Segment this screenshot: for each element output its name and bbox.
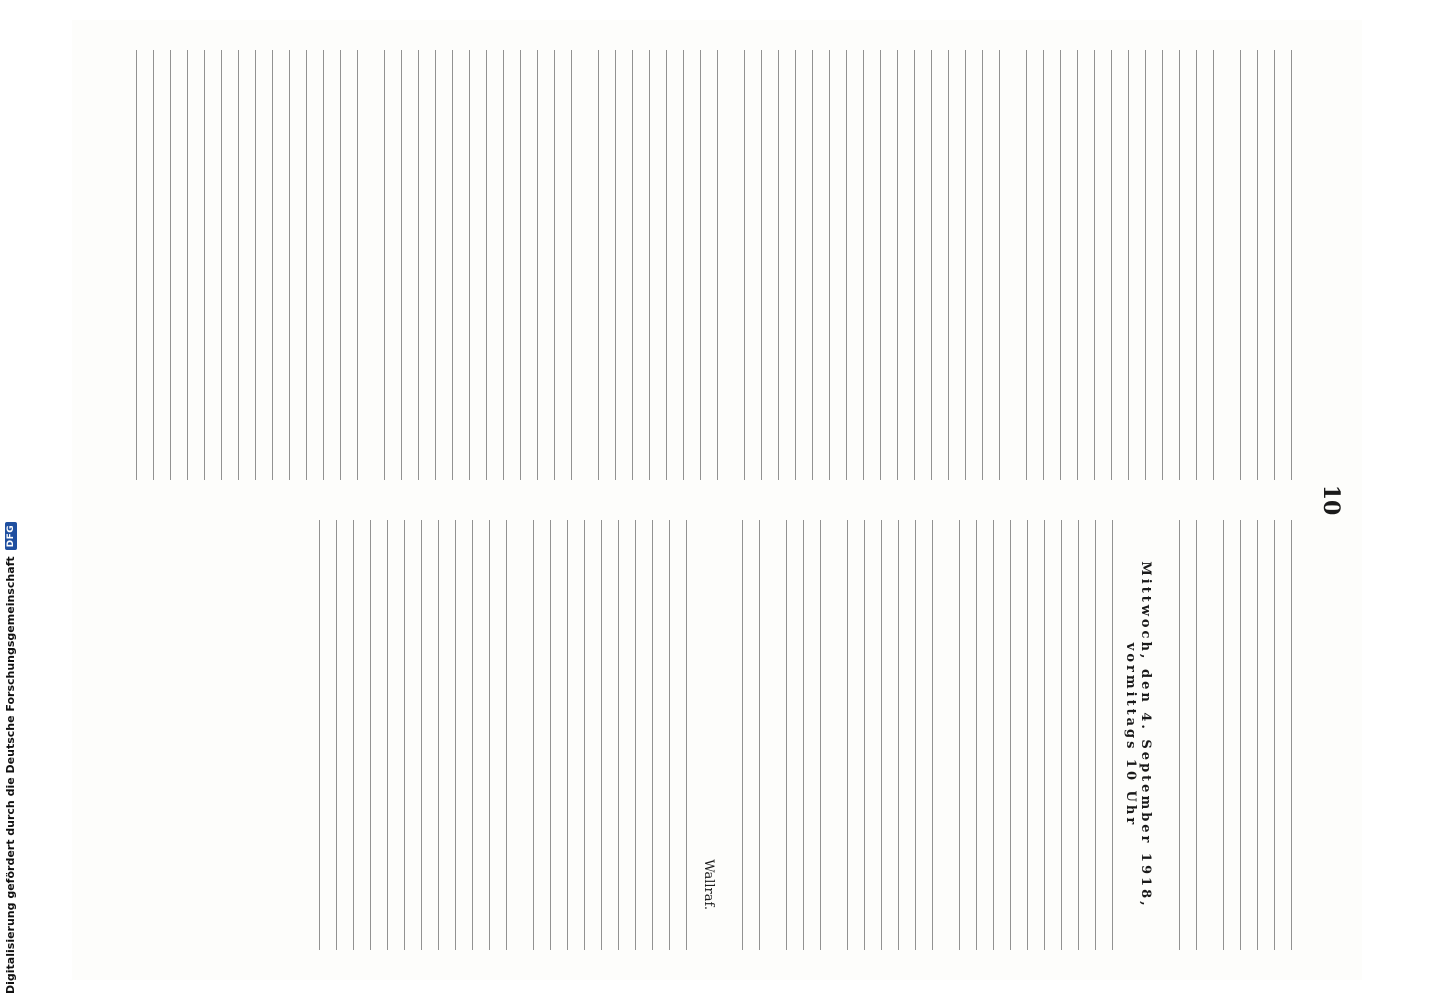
paragraph <box>943 520 1113 950</box>
right-text-column <box>102 520 1292 950</box>
paragraph <box>1207 520 1292 950</box>
paragraph <box>368 50 572 480</box>
paragraph <box>120 50 358 480</box>
paragraph <box>1163 520 1197 950</box>
credit-text: Digitalisierung gefördert durch die Deutsche Forschungsgemeinschaft <box>4 556 17 994</box>
left-text-column <box>102 50 1292 480</box>
numbered-question-2 <box>770 520 821 950</box>
signature: Wallraf. <box>701 859 716 910</box>
digitization-credit <box>4 522 17 994</box>
paragraph <box>517 520 687 950</box>
numbered-question-1 <box>831 520 933 950</box>
paragraph <box>728 50 1000 480</box>
page-number: 10 <box>1318 484 1344 516</box>
paragraph <box>303 520 507 950</box>
dfg-logo: DFG <box>5 522 17 551</box>
meeting-date-heading: Mittwoch, den 4. September 1918, vormittags 10 Uhr <box>1123 561 1153 909</box>
paragraph <box>1010 50 1214 480</box>
numbered-question-3 <box>726 520 760 950</box>
paragraph <box>1224 50 1292 480</box>
scanned-document-page <box>72 20 1362 980</box>
paragraph <box>582 50 718 480</box>
